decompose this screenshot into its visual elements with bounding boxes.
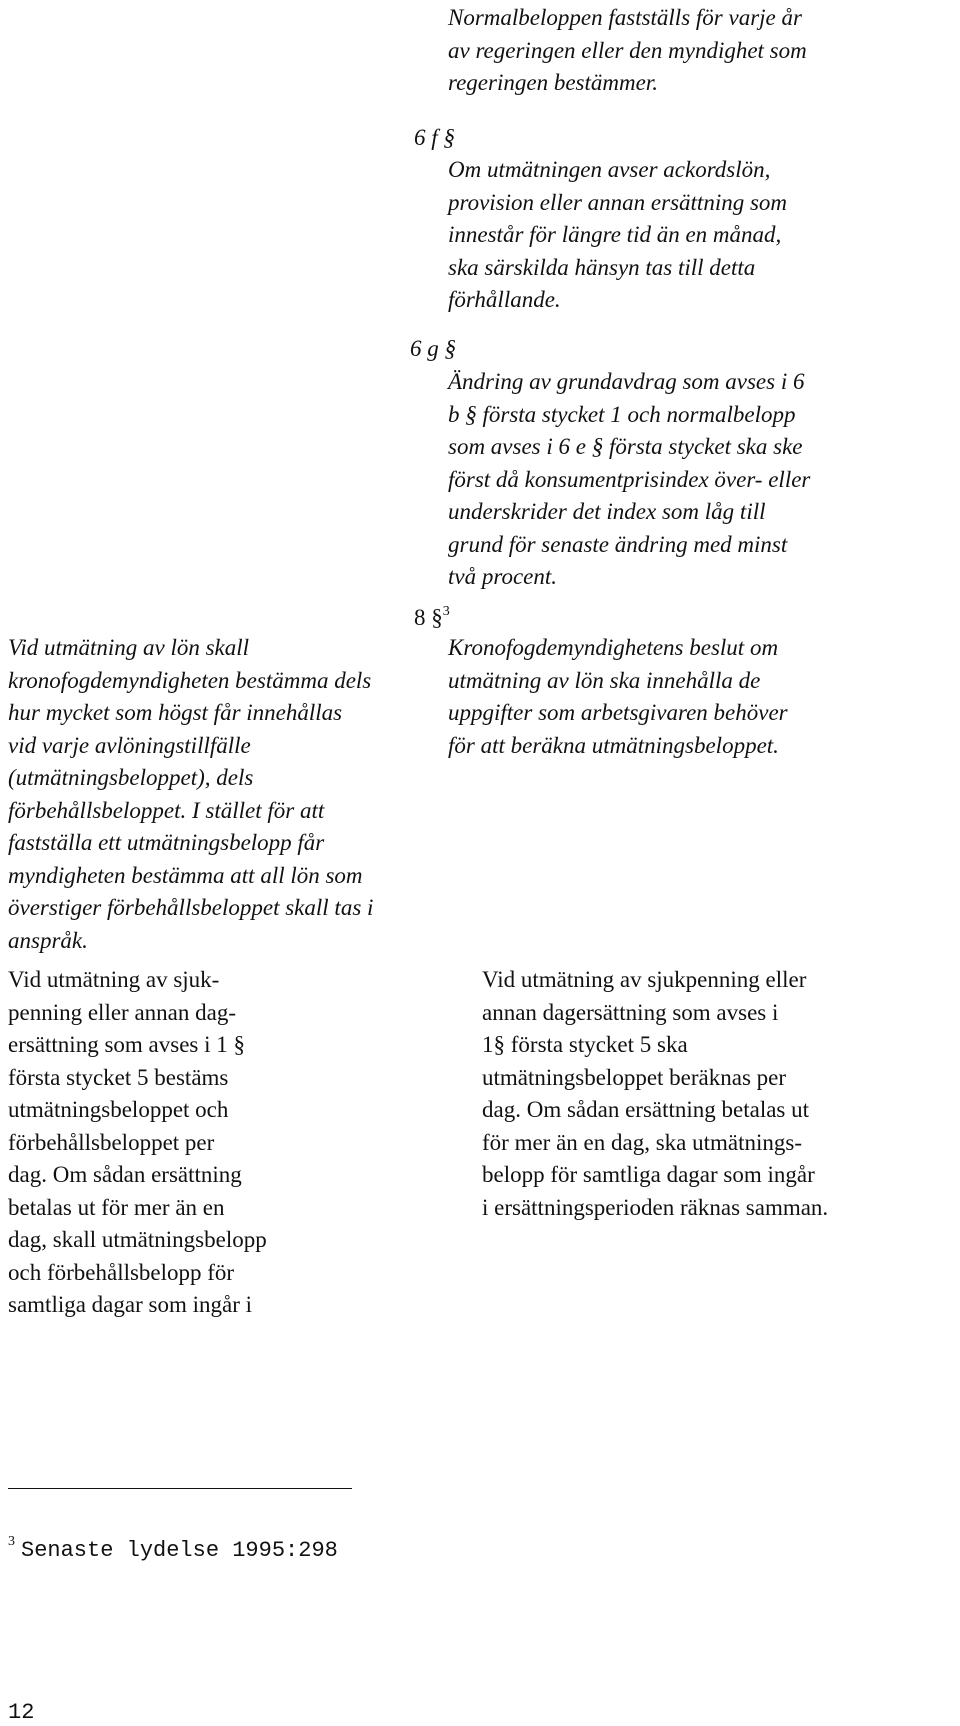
text-line: ersättning som avses i 1 §	[8, 1032, 245, 1057]
text-line: Vid utmätning av lön skall	[8, 635, 250, 660]
section-heading-8	[414, 602, 450, 635]
text-line: belopp för samtliga dagar som ingår	[482, 1162, 815, 1187]
text-line: kronofogdemyndigheten bestämma dels	[8, 667, 372, 693]
paragraph-8-old	[8, 632, 373, 957]
text-line: två procent.	[448, 564, 558, 589]
text-line: Ändring av grundavdrag som avses i 6	[448, 369, 805, 394]
paragraph-6g	[448, 366, 810, 594]
text-line: första stycket 5 bestäms	[8, 1064, 229, 1090]
footnote	[8, 1534, 338, 1563]
text-line: vid varje avlöningstillfälle	[8, 732, 251, 758]
text-line: och förbehållsbelopp för	[8, 1259, 235, 1285]
paragraph-sjukpenning-new	[482, 964, 828, 1224]
section-heading-6g: 6 g §	[410, 336, 456, 361]
text-line: förbehållsbeloppet. I stället för att	[8, 797, 325, 823]
footnote-reference[interactable]: 3	[442, 604, 450, 619]
text-line: för att beräkna utmätningsbeloppet.	[448, 732, 779, 758]
text-line: av regeringen eller den myndighet som	[448, 37, 807, 63]
text-line: dag. Om sådan ersättning betalas ut	[482, 1097, 810, 1122]
text-line: Normalbeloppen fastställs för varje år	[448, 5, 802, 30]
text-line: provision eller annan ersättning som	[448, 189, 788, 215]
text-line: uppgifter som arbetsgivaren behöver	[448, 700, 788, 725]
text-line: 1§ första stycket 5 ska	[482, 1032, 688, 1057]
text-line: som avses i 6 e § första stycket ska ske	[448, 434, 803, 459]
paragraph-8-new	[448, 632, 788, 762]
paragraph-normalbelopp	[448, 2, 807, 100]
text-line: överstiger förbehållsbeloppet skall tas i	[8, 895, 374, 920]
page-number: 12	[8, 1700, 35, 1725]
text-line: anspråk.	[8, 927, 88, 953]
text-line: grund för senaste ändring med minst	[448, 531, 788, 557]
text-line: samtliga dagar som ingår i	[8, 1292, 252, 1317]
footnote-text: Senaste lydelse 1995:298	[21, 1538, 338, 1563]
text-line: Vid utmätning av sjuk-	[8, 967, 220, 992]
text-line: utmätningsbeloppet och	[8, 1097, 229, 1122]
text-line: i ersättningsperioden räknas samman.	[482, 1194, 829, 1220]
text-line: annan dagersättning som avses i	[482, 999, 779, 1025]
text-line: dag. Om sådan ersättning	[8, 1162, 242, 1187]
text-line: förhållande.	[448, 287, 561, 312]
text-line: fastställa ett utmätningsbelopp får	[8, 830, 325, 855]
footnote-number: 3	[8, 1534, 15, 1549]
text-line: penning eller annan dag-	[8, 999, 236, 1025]
text-line: för mer än en dag, ska utmätnings-	[482, 1129, 802, 1155]
text-line: förbehållsbeloppet per	[8, 1129, 215, 1155]
text-line: innestår för längre tid än en månad,	[448, 222, 782, 247]
text-line: först då konsumentprisindex över- eller	[448, 466, 811, 492]
paragraph-6f	[448, 154, 787, 317]
text-line: (utmätningsbeloppet), dels	[8, 765, 254, 790]
text-line: betalas ut för mer än en	[8, 1194, 225, 1220]
text-line: dag, skall utmätningsbelopp	[8, 1227, 267, 1252]
text-line: Kronofogdemyndighetens beslut om	[448, 635, 779, 660]
text-line: regeringen bestämmer.	[448, 70, 658, 95]
text-line: utmätningsbeloppet beräknas per	[482, 1064, 787, 1090]
section-heading-text: 8 §	[414, 605, 443, 630]
text-line: ska särskilda hänsyn tas till detta	[448, 254, 756, 280]
footnote-separator	[8, 1488, 352, 1489]
text-line: myndigheten bestämma att all lön som	[8, 862, 363, 888]
text-line: Vid utmätning av sjukpenning eller	[482, 967, 807, 992]
paragraph-sjukpenning-old	[8, 964, 267, 1322]
text-line: underskrider det index som låg till	[448, 499, 766, 524]
text-line: b § första stycket 1 och normalbelopp	[448, 401, 796, 427]
text-line: Om utmätningen avser ackordslön,	[448, 157, 771, 182]
text-line: utmätning av lön ska innehålla de	[448, 667, 761, 693]
section-heading-6f: 6 f §	[414, 125, 455, 150]
text-line: hur mycket som högst får innehållas	[8, 700, 343, 725]
